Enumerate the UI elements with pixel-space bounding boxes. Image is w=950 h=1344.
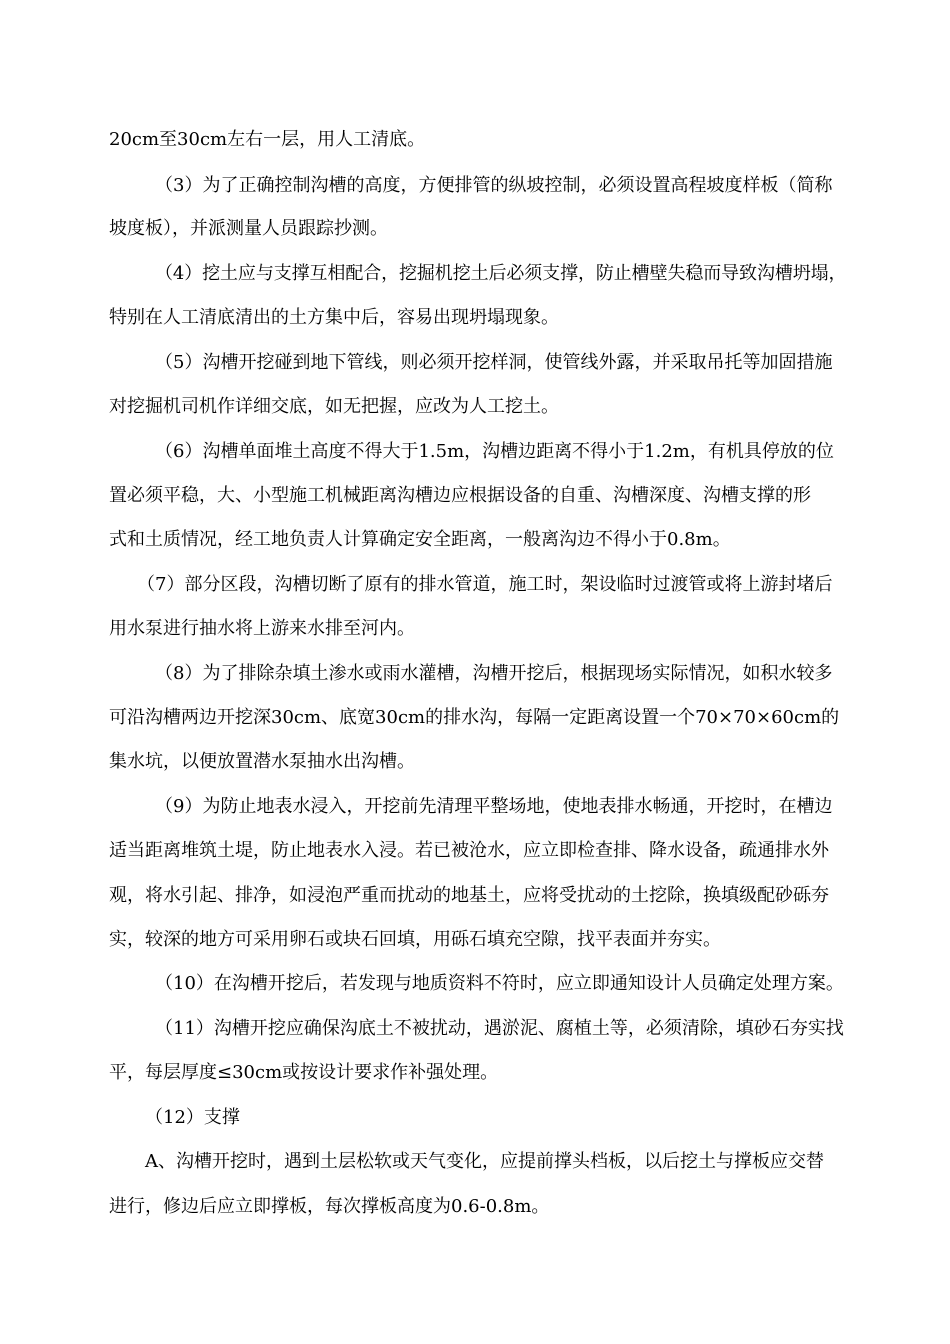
paragraph-7-line-2: 用水泵进行抽水将上游来水排至河内。 [109,618,415,639]
paragraph-8-line-3: 集水坑，以便放置潜水泵抽水出沟槽。 [109,751,415,772]
paragraph-8-line-2: 可沿沟槽两边开挖深30cm、底宽30cm的排水沟，每隔一定距离设置一个70×70×60cm的 [109,707,840,728]
paragraph-10-line-1: （10）在沟槽开挖后，若发现与地质资料不符时，应立即通知设计人员确定处理方案。 [155,973,844,994]
paragraph-9-line-3: 观，将水引起、排净，如浸泡严重而扰动的地基土，应将受扰动的土挖除，换填级配砂砾夯 [109,885,829,906]
section-12-heading: （12）支撑 [145,1107,240,1128]
paragraph-6-line-3: 式和土质情况，经工地负责人计算确定安全距离，一般离沟边不得小于0.8m。 [109,529,731,550]
paragraph-5-line-2: 对挖掘机司机作详细交底，如无把握，应改为人工挖土。 [109,396,559,417]
paragraph-6-line-2: 置必须平稳，大、小型施工机械距离沟槽边应根据设备的自重、沟槽深度、沟槽支撑的形 [109,485,811,506]
paragraph-9-line-4: 实，较深的地方可采用卵石或块石回填，用砾石填充空隙，找平表面并夯实。 [109,929,721,950]
paragraph-5-line-1: （5）沟槽开挖碰到地下管线，则必须开挖样洞，使管线外露，并采取吊托等加固措施 [155,352,833,373]
paragraph-3-line-2: 坡度板），并派测量人员跟踪抄测。 [109,218,388,239]
paragraph-12a-line-2: 进行，修边后应立即撑板，每次撑板高度为0.6-0.8m。 [109,1196,550,1217]
paragraph-4-line-2: 特别在人工清底清出的土方集中后，容易出现坍塌现象。 [109,307,559,328]
paragraph-6-line-1: （6）沟槽单面堆土高度不得大于1.5m，沟槽边距离不得小于1.2m，有机具停放的位 [155,441,834,462]
paragraph-4-line-1: （4）挖土应与支撑互相配合，挖掘机挖土后必须支撑，防止槽壁失稳而导致沟槽坍塌， [155,263,847,284]
text-line: 20cm至30cm左右一层，用人工清底。 [109,129,426,150]
paragraph-11-line-2: 平，每层厚度≤30cm或按设计要求作补强处理。 [109,1062,499,1083]
paragraph-11-line-1: （11）沟槽开挖应确保沟底土不被扰动，遇淤泥、腐植土等，必须清除，填砂石夯实找 [155,1018,844,1039]
paragraph-9-line-2: 适当距离堆筑土堤，防止地表水入浸。若已被沧水，应立即检查排、降水设备，疏通排水外 [109,840,829,861]
paragraph-9-line-1: （9）为防止地表水浸入，开挖前先清理平整场地，使地表排水畅通，开挖时，在槽边 [155,796,833,817]
paragraph-12a-line-1: A、沟槽开挖时，遇到土层松软或天气变化，应提前撑头档板，以后挖土与撑板应交替 [145,1151,824,1172]
paragraph-7-line-1: （7）部分区段，沟槽切断了原有的排水管道，施工时，架设临时过渡管或将上游封堵后 [137,574,833,595]
paragraph-8-line-1: （8）为了排除杂填土渗水或雨水灌槽，沟槽开挖后，根据现场实际情况，如积水较多 [155,663,833,684]
paragraph-3-line-1: （3）为了正确控制沟槽的高度，方便排管的纵坡控制，必须设置高程坡度样板（简称 [155,175,833,196]
